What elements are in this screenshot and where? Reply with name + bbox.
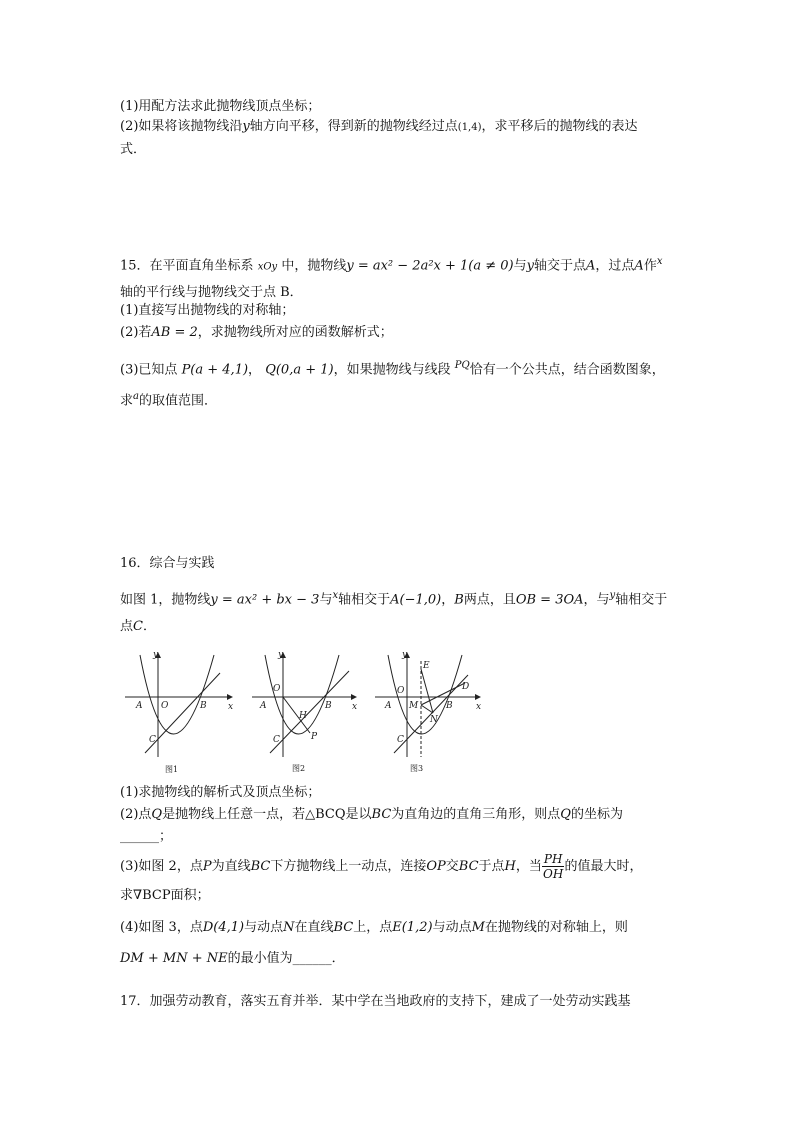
fig3-label-y: y: [402, 650, 408, 660]
q16-part1: (1)求抛物线的解析式及顶点坐标；: [120, 785, 321, 800]
fig1-label-x: x: [228, 702, 234, 712]
q14-part2: (2)如果将该抛物线沿y轴方向平移，得到新的抛物线经过点(1,4)，求平移后的抛物线的表达: [120, 119, 638, 134]
fig2-label-h: H: [299, 711, 307, 721]
fig2-label-y: y: [278, 650, 284, 660]
fig3-label-b: B: [446, 701, 453, 711]
q16-part2: (2)点Q是抛物线上任意一点，若△BCQ是以BC为直角边的直角三角形，则点Q的坐标为: [120, 807, 623, 822]
q16-part3: (3)如图 2，点P为直线BC下方抛物线上一动点，连接OP交BC于点H，当 $\frac{PH}{OH}$ 的值最大时，: [120, 852, 643, 881]
q16-part4-end: DM + MN + NE的最小值为______．: [120, 951, 345, 966]
q15-part3: (3)已知点 P(a + 4,1)， Q(0,a + 1)，如果抛物线与线段 $^{PQ}$恰有一个公共点，结合函数图象，: [120, 360, 665, 378]
fig2-label-c: C: [273, 735, 280, 745]
fig3-label-m: M: [409, 701, 419, 711]
fig2-label-b: B: [325, 701, 332, 711]
fig3-label-c: C: [397, 735, 404, 745]
q15-part3-end: 求$^a$的取值范围．: [120, 391, 217, 409]
fig2-label-a: A: [260, 701, 267, 711]
q15-part1: (1)直接写出抛物线的对称轴；: [120, 303, 295, 318]
fig1-label-a: A: [136, 701, 143, 711]
fig1-caption: 图1: [165, 765, 179, 774]
fig1-label-c: C: [149, 735, 156, 745]
fig2-caption: 图2: [292, 764, 306, 773]
fig2-line-bc: [270, 671, 349, 753]
fig2-label-o: O: [273, 684, 281, 694]
fig2-label-x: x: [352, 702, 358, 712]
fig1-label-y: y: [153, 650, 159, 660]
q14-part2-end: 式．: [120, 142, 147, 157]
fig2-label-p: P: [311, 732, 318, 742]
fig3-caption: 图3: [410, 764, 424, 773]
fig3-label-x: x: [476, 702, 482, 712]
fig3-label-a: A: [385, 701, 392, 711]
fig3-label-e: E: [423, 661, 430, 671]
q16-figures: [120, 645, 490, 780]
fig1-label-o: O: [161, 701, 169, 711]
q15-stem-line1: 15．在平面直角坐标系 xOy 中，抛物线y = ax² − 2a²x + 1(a ≠ 0)与y轴交于点A，过点A作$^x$: [120, 256, 663, 274]
q14-part1: (1)用配方法求此抛物线顶点坐标；: [120, 99, 321, 114]
q15-part2: (2)若AB = 2，求抛物线所对应的函数解析式；: [120, 325, 393, 340]
q17-stem: 17．加强劳动教育，落实五育并举．某中学在当地政府的支持下，建成了一处劳动实践基: [120, 994, 631, 1009]
q16-part2-blank: ______；: [120, 829, 173, 844]
q16-part4: (4)如图 3，点D(4,1)与动点N在直线BC上，点E(1,2)与动点M在抛物线的对称轴上，则: [120, 920, 628, 935]
fig3-label-d: D: [462, 682, 470, 692]
q16-stem-line2: 点C．: [120, 619, 156, 634]
fig3-label-o: O: [397, 686, 405, 696]
fig1-label-b: B: [200, 701, 207, 711]
q16-part3-end: 求∇BCP面积；: [120, 888, 210, 903]
fig1-parabola: [140, 655, 214, 734]
q16-title: 16．综合与实践: [120, 556, 215, 571]
ratio-ph-oh: $\frac{PH}{OH}$: [543, 852, 564, 881]
q16-stem-line1: 如图 1，抛物线y = ax² + bx − 3与$^x$轴相交于A(−1,0)，B两点，且OB = 3OA，与$^y$轴相交于: [120, 590, 668, 608]
fig3-label-n: N: [430, 715, 438, 725]
fig1-line-bc: [145, 673, 220, 753]
figure-2: [252, 653, 356, 757]
q15-stem-line2: 轴的平行线与抛物线交于点 B．: [120, 285, 303, 300]
